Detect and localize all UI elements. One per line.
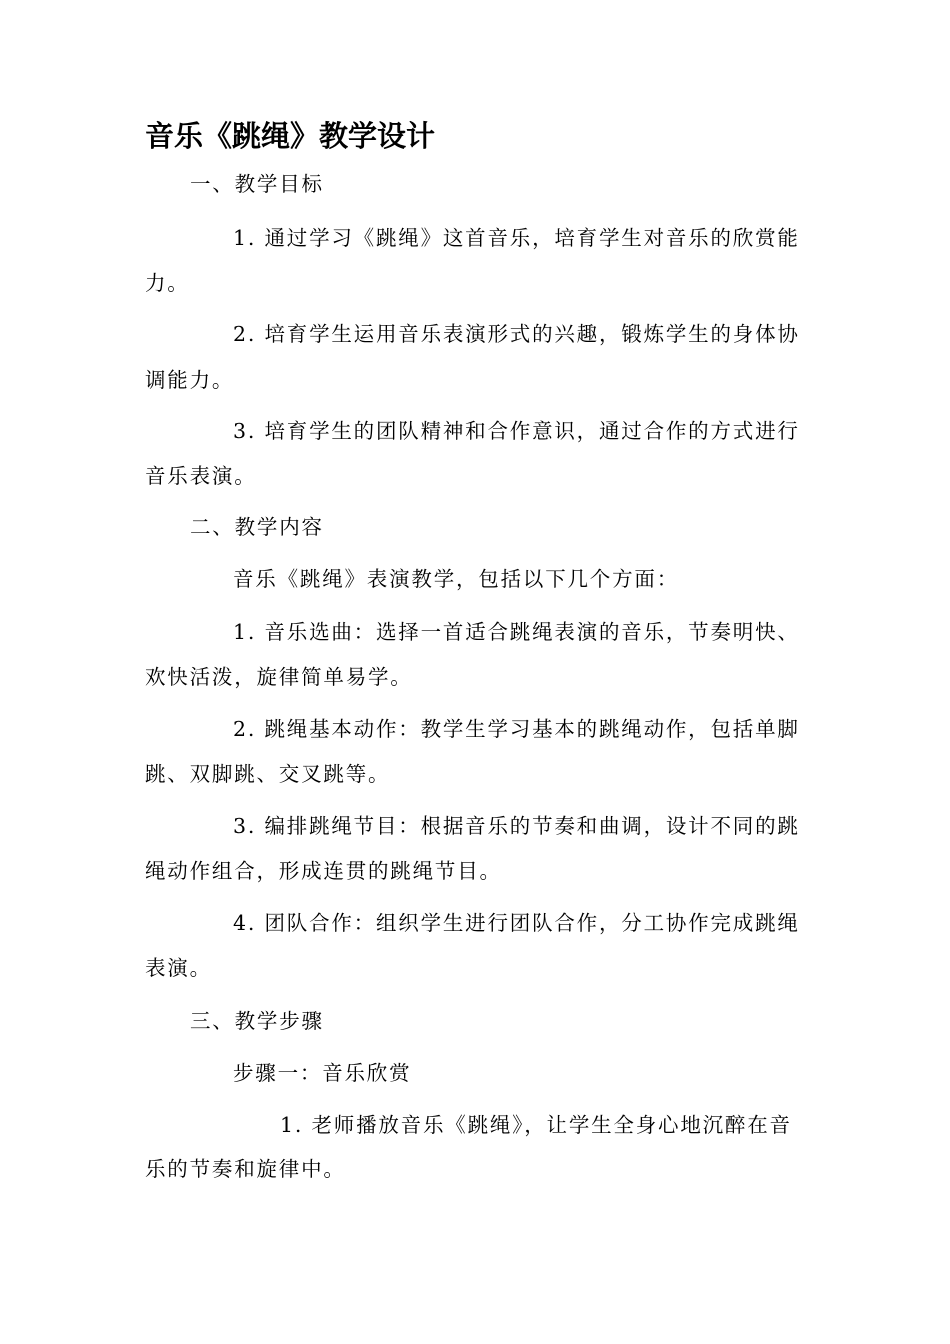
paragraph-line: 音乐《跳绳》表演教学，包括以下几个方面： (233, 567, 679, 591)
paragraph-line: 步骤一：音乐欣赏 (233, 1061, 412, 1085)
paragraph-line: 3. 培育学生的团队精神和合作意识，通过合作的方式进行 (233, 419, 800, 443)
paragraph-line: 欢快活泼，旋律简单易学。 (145, 665, 413, 689)
paragraph-line: 跳、双脚跳、交叉跳等。 (145, 762, 391, 786)
paragraph-line: 1. 通过学习《跳绳》这首音乐，培育学生对音乐的欣赏能 (233, 226, 800, 250)
paragraph-line: 音乐表演。 (145, 464, 257, 488)
paragraph-line: 绳动作组合，形成连贯的跳绳节目。 (145, 859, 502, 883)
paragraph-line: 1. 老师播放音乐《跳绳》，让学生全身心地沉醉在音 (280, 1113, 792, 1137)
section-heading: 二、教学内容 (190, 515, 324, 539)
paragraph-line: 4. 团队合作：组织学生进行团队合作，分工协作完成跳绳 (233, 911, 800, 935)
paragraph-line: 1. 音乐选曲：选择一首适合跳绳表演的音乐，节奏明快、 (233, 620, 800, 644)
paragraph-line: 力。 (145, 271, 190, 295)
paragraph-line: 表演。 (145, 956, 212, 980)
paragraph-line: 调能力。 (145, 368, 235, 392)
paragraph-line: 2. 培育学生运用音乐表演形式的兴趣，锻炼学生的身体协 (233, 322, 800, 346)
section-heading: 一、教学目标 (190, 172, 324, 196)
paragraph-line: 3. 编排跳绳节目：根据音乐的节奏和曲调，设计不同的跳 (233, 814, 800, 838)
section-heading: 三、教学步骤 (190, 1009, 324, 1033)
document-title: 音乐《跳绳》教学设计 (145, 119, 436, 153)
paragraph-line: 2. 跳绳基本动作：教学生学习基本的跳绳动作，包括单脚 (233, 717, 800, 741)
paragraph-line: 乐的节奏和旋律中。 (145, 1157, 346, 1181)
